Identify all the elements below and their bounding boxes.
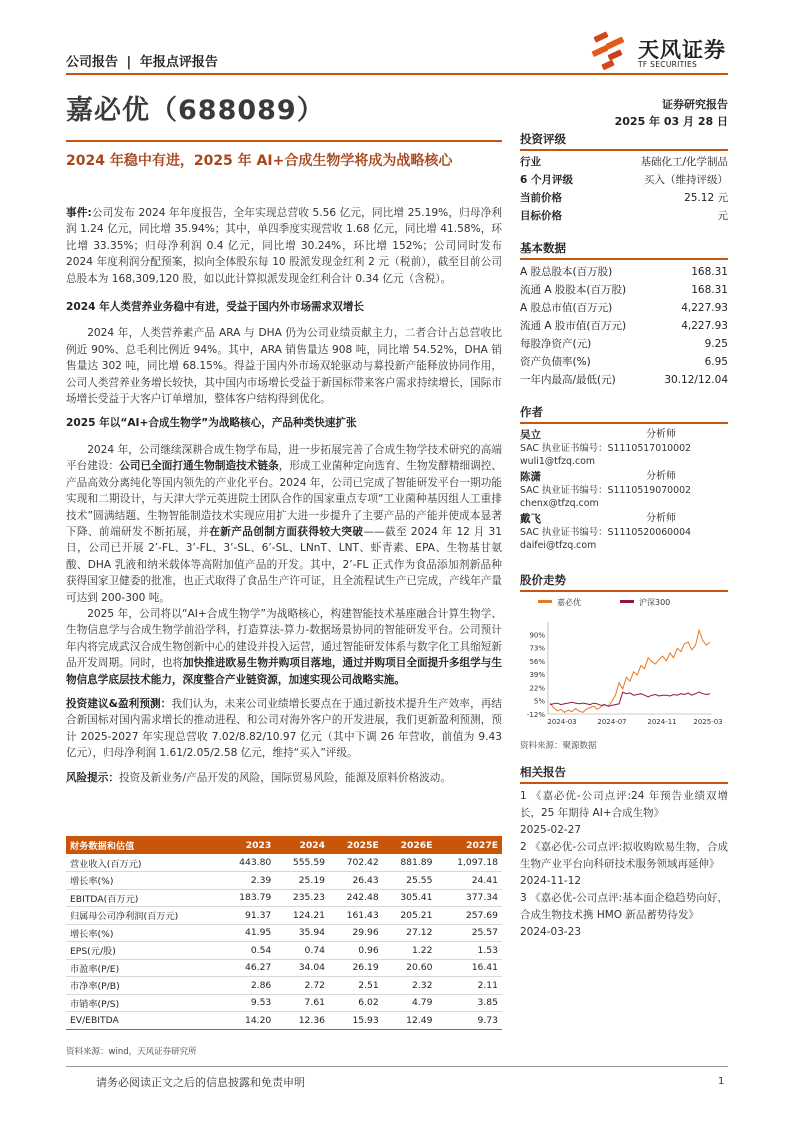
related-report-text: 1 《嘉必优-公司点评:24 年预告业绩双增长，25 年期待 AI+合成生物》 <box>520 790 728 819</box>
related-report-date: 2024-11-12 <box>520 875 582 887</box>
rating-title: 投资评级 <box>520 131 728 151</box>
rating-value: 25.12 元 <box>684 192 728 204</box>
table-cell: 营业收入(百万元) <box>66 854 222 872</box>
x-tick-label: 2025-03 <box>693 718 723 726</box>
table-row <box>66 872 502 890</box>
doc-type: 证券研究报告 <box>662 98 728 111</box>
rating-key: 当前价格 <box>520 192 562 204</box>
table-source: 资料来源：wind，天风证券研究所 <box>66 1047 197 1057</box>
table-header-cell: 2025E <box>329 836 383 854</box>
legend-swatch <box>620 600 634 603</box>
basic-data-row <box>520 371 728 389</box>
author-name: 吴立 <box>520 429 541 441</box>
related-report-date: 2025-02-27 <box>520 824 582 836</box>
y-tick-label: 22% <box>529 684 545 693</box>
related-report-text: 2 《嘉必优-公司点评:拟收购欧易生物，合成生物产业平台向科研技术服务领域再延伸》 <box>520 841 728 870</box>
y-tick-label: 5% <box>533 697 545 706</box>
table-cell: 1,097.18 <box>436 854 502 872</box>
basic-data-row <box>520 353 728 371</box>
table-cell: 161.43 <box>329 907 383 925</box>
y-tick-label: -12% <box>526 711 545 719</box>
related-report-item[interactable] <box>520 788 728 839</box>
financial-table <box>66 836 502 1030</box>
table-header-cell: 2024 <box>275 836 329 854</box>
tf-logo <box>588 30 738 74</box>
rating-key: 行业 <box>520 156 541 168</box>
table-cell: 377.34 <box>436 889 502 907</box>
price-chart-svg <box>520 590 728 735</box>
basic-data-key: A 股总股本(百万股) <box>520 266 613 278</box>
table-cell: 12.49 <box>383 1012 437 1030</box>
author-email[interactable]: chenx@tfzq.com <box>520 498 599 509</box>
rating-row <box>520 189 728 207</box>
related-report-item[interactable] <box>520 839 728 890</box>
author-email[interactable]: wuli1@tfzq.com <box>520 456 596 467</box>
chart-source: 资料来源：聚源数据 <box>520 741 597 751</box>
rating-value: 买入（维持评级） <box>644 174 728 186</box>
rating-row <box>520 171 728 189</box>
basic-data-value: 168.31 <box>691 266 728 278</box>
table-cell: 9.53 <box>222 994 276 1012</box>
basic-data-row <box>520 299 728 317</box>
table-cell: 257.69 <box>436 907 502 925</box>
basic-data-row <box>520 263 728 281</box>
section-heading-1: 2024 年人类营养业务稳中有进，受益于国内外市场需求双增长 <box>66 301 365 314</box>
table-cell: 20.60 <box>383 959 437 977</box>
basic-data-key: A 股总市值(百万元) <box>520 302 613 314</box>
table-cell: 0.54 <box>222 942 276 960</box>
legend-swatch <box>538 600 552 603</box>
basic-data-title: 基本数据 <box>520 240 728 260</box>
author-name: 戴飞 <box>520 513 541 525</box>
basic-data-value: 9.25 <box>704 338 728 350</box>
author-cert: SAC 执业证书编号：S1110520060004 <box>520 527 692 538</box>
table-cell: 0.74 <box>275 942 329 960</box>
author-role: 分析师 <box>646 471 676 482</box>
basic-data-row <box>520 335 728 353</box>
investment-paragraph: 投资建议&盈利预测：我们认为，未来公司业绩增长要点在于通过新技术提升生产效率，再结合新国标对国内需求增长的推动进程、和公司对海外客户的开发进展，我们更新盈利预测，预计 2025-2027 年实现总营收 7.02/8.82/10.97 亿元（其中下调 26 年营收，前值为 9.43 亿元），归母净利润 1.61/2.05/2.58 亿元，维持“买入”评级。 <box>66 697 502 760</box>
table-cell: EBITDA(百万元) <box>66 889 222 907</box>
table-row <box>66 994 502 1012</box>
table-cell: 242.48 <box>329 889 383 907</box>
table-cell: 12.36 <box>275 1012 329 1030</box>
risk-paragraph: 风险提示：投资及新业务/产品开发的风险，国际贸易风险，能源及原料价格波动。 <box>66 771 451 784</box>
table-cell: 25.57 <box>436 924 502 942</box>
table-cell: 归属母公司净利润(百万元) <box>66 907 222 925</box>
table-cell: 1.53 <box>436 942 502 960</box>
title-divider <box>66 140 502 142</box>
table-cell: 1.22 <box>383 942 437 960</box>
basic-data-value: 30.12/12.04 <box>664 374 728 386</box>
y-tick-label: 90% <box>529 631 545 640</box>
x-tick-label: 2024-03 <box>547 718 577 726</box>
table-cell: 183.79 <box>222 889 276 907</box>
basic-data-section <box>520 240 728 389</box>
paragraph-3: 2025 年，公司将以“AI+合成生物学”为战略核心，构建智能技术基座融合计算生物学、生物信息学与合成生物学前沿学科，打造算法-算力-数据场景协同的智能研发平台。公司预计年内将完成武汉合成生物创新中心的建设并投入运营，通过智能研发体系与数字化工具缩短新品开发周期。同时，也将加快推进欧易生物并购项目落地，通过并购项目全面提升多组学与生物信息学底层技术能力，深度整合产业链资源，加速实现公司战略实施。 <box>66 607 503 686</box>
y-tick-label: 73% <box>529 644 545 653</box>
related-section <box>520 764 728 941</box>
rating-key: 目标价格 <box>520 210 562 222</box>
table-header-cell: 2027E <box>436 836 502 854</box>
chart-title-wrap <box>520 572 728 592</box>
headline: 2024 年稳中有进，2025 年 AI+合成生物学将成为战略核心 <box>66 153 453 169</box>
table-cell: 555.59 <box>275 854 329 872</box>
table-row <box>66 907 502 925</box>
table-header-cell: 2023 <box>222 836 276 854</box>
page-number: 1 <box>718 1076 725 1087</box>
table-cell: 27.12 <box>383 924 437 942</box>
author-card <box>520 470 728 510</box>
legend-label: 沪深300 <box>639 598 671 607</box>
table-cell: 14.20 <box>222 1012 276 1030</box>
table-cell: 881.89 <box>383 854 437 872</box>
basic-data-key: 每股净资产(元) <box>520 338 592 350</box>
basic-data-row <box>520 317 728 335</box>
rating-row <box>520 207 728 225</box>
table-cell: 增长率(%) <box>66 924 222 942</box>
author-role: 分析师 <box>646 513 676 524</box>
related-report-date: 2024-03-23 <box>520 926 582 938</box>
table-cell: 235.23 <box>275 889 329 907</box>
table-row <box>66 1012 502 1030</box>
author-card <box>520 512 728 552</box>
author-role: 分析师 <box>646 429 676 440</box>
table-cell: 15.93 <box>329 1012 383 1030</box>
table-cell: 2.86 <box>222 977 276 995</box>
basic-data-key: 流通 A 股市值(百万元) <box>520 320 627 332</box>
table-cell: 2.11 <box>436 977 502 995</box>
table-cell: 市盈率(P/E) <box>66 959 222 977</box>
author-name: 陈潇 <box>520 471 541 483</box>
series-line-index <box>550 692 710 706</box>
author-title: 作者 <box>520 404 728 424</box>
x-tick-label: 2024-07 <box>597 718 627 726</box>
table-cell: 91.37 <box>222 907 276 925</box>
main-body <box>66 205 502 786</box>
related-report-text: 3 《嘉必优-公司点评:基本面企稳趋势向好，合成生物技术携 HMO 新品蓄势待发》 <box>520 892 728 921</box>
table-row <box>66 942 502 960</box>
y-tick-label: 56% <box>529 657 545 666</box>
table-cell: 6.02 <box>329 994 383 1012</box>
event-paragraph: 事件:公司发布 2024 年年度报告，全年实现总营收 5.56 亿元，同比增 25.19%，归母净利润 1.24 亿元，同比增 35.94%；其中，单四季度实现营收 1.68 亿元，同比增 41.58%，环比增 33.35%；归母净利润 0.4 亿元，同比增 30.24%，环比增 152%；公司同时发布 2024 年度利润分配预案，拟向全体股东每 10 股派发现金红利 2 元（税前），截至目前公司总股本为 168,309,120 股，如以此计算拟派发现金红利合计 0.34 亿元（含税）。 <box>66 207 502 285</box>
section-heading-2: 2025 年以“AI+合成生物学”为战略核心，产品种类快速扩张 <box>66 417 357 430</box>
table-cell: 16.41 <box>436 959 502 977</box>
basic-data-value: 6.95 <box>704 356 728 368</box>
table-cell: 26.19 <box>329 959 383 977</box>
table-cell: 26.43 <box>329 872 383 890</box>
table-row <box>66 854 502 872</box>
legend-label: 嘉必优 <box>557 598 581 607</box>
paragraph-1: 2024 年，人类营养素产品 ARA 与 DHA 仍为公司业绩贡献主力，二者合计占总营收比例近 90%、总毛利比例近 94%。其中，ARA 销售量达 908 吨，同比增 54.52%，DHA 销售量达 302 吨，同比增 68.15%。得益于国内外市场双轮驱动与募投新产能释放协同作用，公司人类营养业务增长较快，其中国内市场增长受益于新国标带来客户需求持续增长，国际市场增长受益于大客户订单增加，整体客户结构得到优化。 <box>66 327 502 406</box>
table-cell: 3.85 <box>436 994 502 1012</box>
table-row <box>66 977 502 995</box>
author-cert: SAC 执业证书编号：S1110517010002 <box>520 443 692 454</box>
author-cert: SAC 执业证书编号：S1110519070002 <box>520 485 692 496</box>
table-cell: EPS(元/股) <box>66 942 222 960</box>
y-tick-label: 39% <box>529 671 545 680</box>
table-cell: 25.55 <box>383 872 437 890</box>
table-header-cell: 2026E <box>383 836 437 854</box>
table-row <box>66 959 502 977</box>
table-cell: 市净率(P/B) <box>66 977 222 995</box>
report-meta <box>520 96 728 130</box>
table-cell: 0.96 <box>329 942 383 960</box>
basic-data-value: 4,227.93 <box>681 302 728 314</box>
author-email[interactable]: daifei@tfzq.com <box>520 540 597 551</box>
table-cell: 443.80 <box>222 854 276 872</box>
table-cell: 24.41 <box>436 872 502 890</box>
rating-section <box>520 131 728 225</box>
table-cell: 9.73 <box>436 1012 502 1030</box>
table-cell: 29.96 <box>329 924 383 942</box>
table-cell: 205.21 <box>383 907 437 925</box>
series-line-company <box>550 630 710 712</box>
chart-title: 股价走势 <box>520 572 728 592</box>
table-cell: EV/EBITDA <box>66 1012 222 1030</box>
related-title: 相关报告 <box>520 764 728 784</box>
rating-value: 基础化工/化学制品 <box>640 156 728 168</box>
basic-data-row <box>520 281 728 299</box>
company-title: 嘉必优（688089） <box>66 95 325 126</box>
rating-row <box>520 153 728 171</box>
basic-data-value: 4,227.93 <box>681 320 728 332</box>
logo-text-en: TF SECURITIES <box>638 60 698 69</box>
report-date: 2025 年 03 月 28 日 <box>614 115 728 128</box>
paragraph-2: 2024 年，公司继续深耕合成生物学布局，进一步拓展完善了合成生物学技术研究的高端平台建设：公司已全面打通生物制造技术链条，形成工业菌种定向选育、生物发酵精细调控、产品高效分离纯化等国内领先的产业化平台。2024 年，公司已完成了智能研发平台一期功能实现和二期设计，与天津大学元英进院士团队合作的国家重点专项“工业菌种基因组人工重排技术”圆满结题、生物智能制造技术实现应用扩大进一步提升了主要产品的产能并使成本显著下降、前端研发不断拓展，并在新产品创制方面获得较大突破——截至 2024 年 12 月 31 日，公司已开展 2’-FL、3’-FL、3’-SL、6’-SL、LNnT、LNT、虾青素、EPA、生物基甘氨酸、DHA 乳液和纳米载体等高附加值产品的开发。其中，2’-FL 正式作为食品添加剂新品种获得国家卫健委的批准，也正式取得了食品生产许可证，且全流程试生产已完成，产线年产量可达到 200-300 吨。 <box>66 443 503 604</box>
table-row <box>66 924 502 942</box>
footer-divider <box>66 1066 728 1067</box>
table-cell: 702.42 <box>329 854 383 872</box>
basic-data-value: 168.31 <box>691 284 728 296</box>
table-header-cell: 财务数据和估值 <box>66 836 222 854</box>
related-report-item[interactable] <box>520 890 728 941</box>
table-cell: 2.39 <box>222 872 276 890</box>
table-cell: 2.72 <box>275 977 329 995</box>
author-section <box>520 404 728 554</box>
rating-value: 元 <box>717 210 728 222</box>
table-cell: 市销率(P/S) <box>66 994 222 1012</box>
report-type: 公司报告 | 年报点评报告 <box>66 55 218 70</box>
table-cell: 25.19 <box>275 872 329 890</box>
table-row <box>66 889 502 907</box>
table-cell: 2.51 <box>329 977 383 995</box>
table-cell: 2.32 <box>383 977 437 995</box>
rating-key: 6 个月评级 <box>520 174 573 186</box>
table-cell: 34.04 <box>275 959 329 977</box>
basic-data-key: 一年内最高/最低(元) <box>520 374 616 386</box>
table-cell: 124.21 <box>275 907 329 925</box>
table-cell: 4.79 <box>383 994 437 1012</box>
tf-logo-icon <box>588 30 634 74</box>
basic-data-key: 流通 A 股股本(百万股) <box>520 284 627 296</box>
table-cell: 35.94 <box>275 924 329 942</box>
table-cell: 增长率(%) <box>66 872 222 890</box>
price-chart <box>520 590 728 735</box>
table-cell: 7.61 <box>275 994 329 1012</box>
table-cell: 41.95 <box>222 924 276 942</box>
table-cell: 46.27 <box>222 959 276 977</box>
table-cell: 305.41 <box>383 889 437 907</box>
header-divider <box>66 73 728 75</box>
logo-text-cn: 天风证券 <box>638 38 726 62</box>
basic-data-key: 资产负债率(%) <box>520 356 591 368</box>
x-tick-label: 2024-11 <box>647 718 677 726</box>
disclaimer-notice: 请务必阅读正文之后的信息披露和免责申明 <box>96 1076 305 1089</box>
author-card <box>520 428 728 468</box>
